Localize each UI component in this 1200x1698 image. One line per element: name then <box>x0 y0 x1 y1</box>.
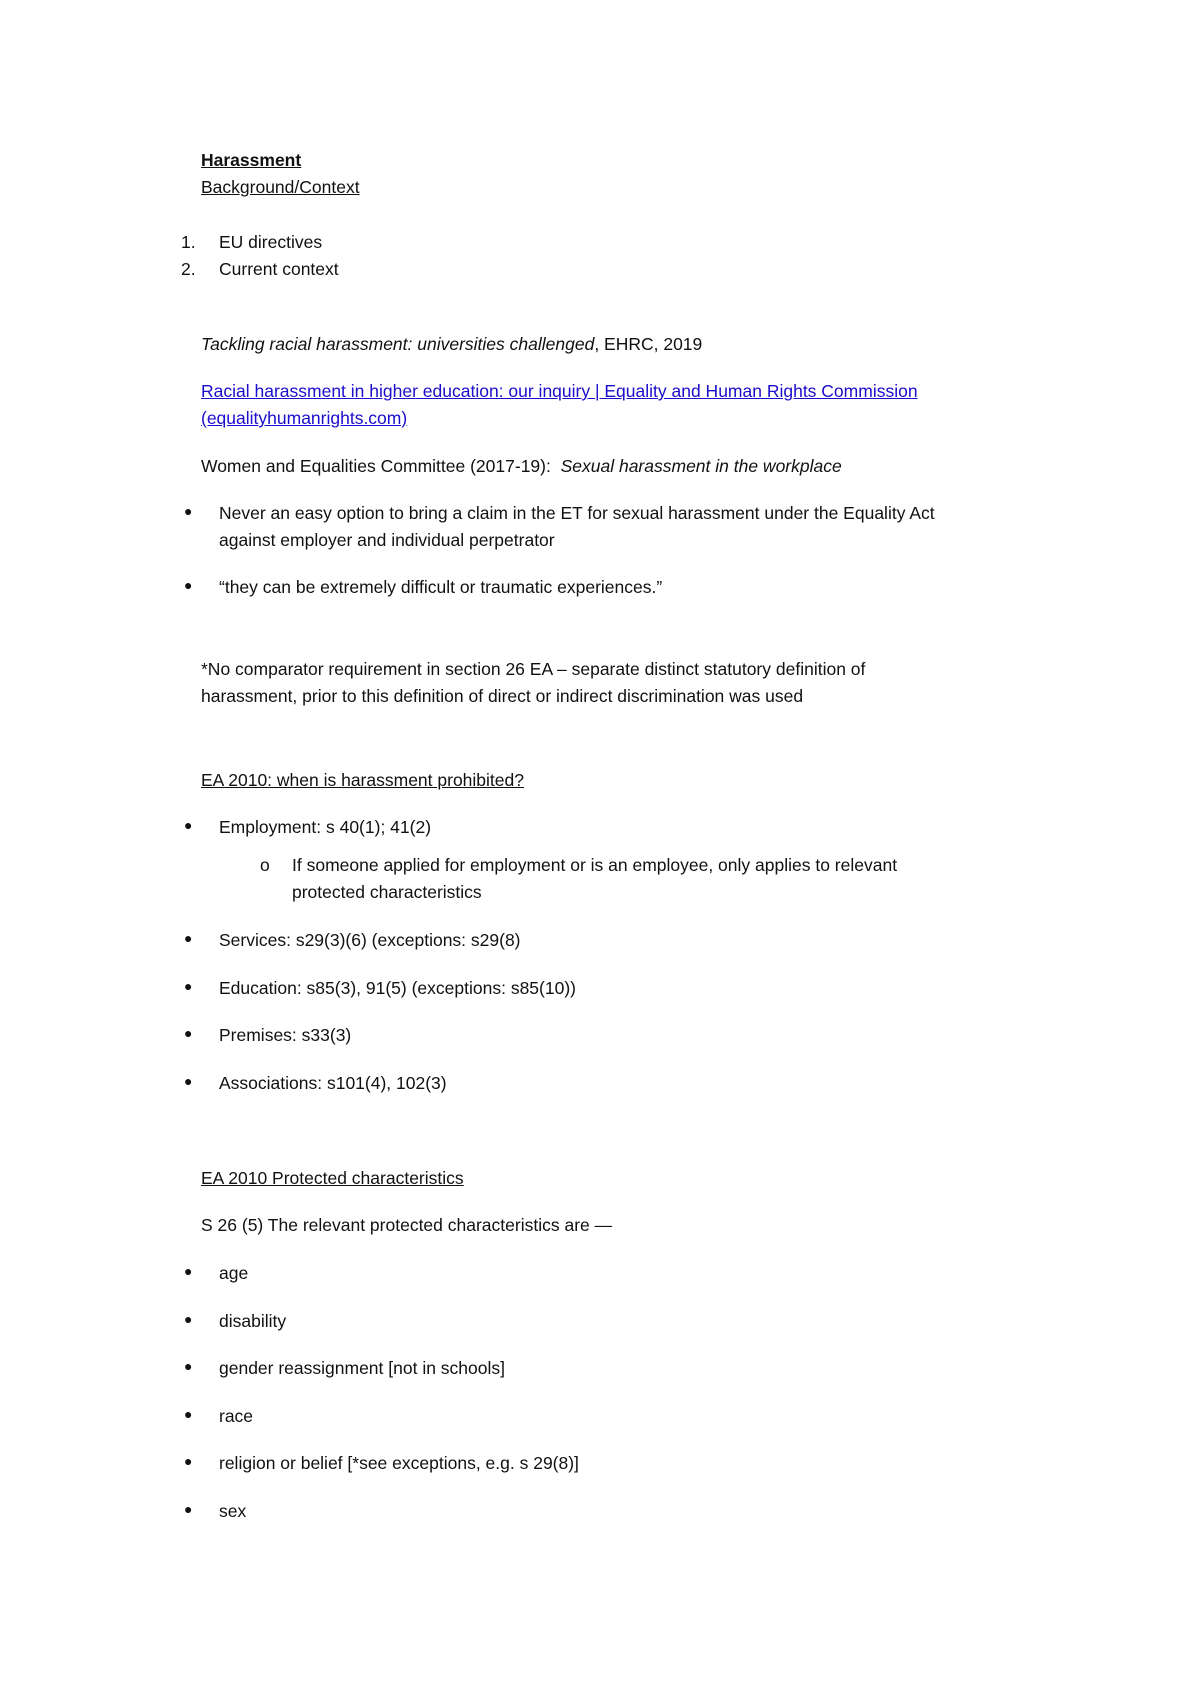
list-number: 1. <box>181 232 196 252</box>
list-item: religion or belief [*see exceptions, e.g. s 29(8)] <box>219 1453 579 1473</box>
bullet-icon: ● <box>184 1311 193 1327</box>
bullet-icon: ● <box>184 1263 193 1279</box>
list-item-continuation: against employer and individual perpetrator <box>219 530 555 550</box>
reference-prefix: Women and Equalities Committee (2017-19): <box>201 456 551 476</box>
list-item: sex <box>219 1501 247 1521</box>
sub-list-item-continuation: protected characteristics <box>292 882 482 902</box>
list-item: Education: s85(3), 91(5) (exceptions: s85(10)) <box>219 978 576 998</box>
list-item: “they can be extremely difficult or traumatic experiences.” <box>219 577 663 597</box>
list-item: Never an easy option to bring a claim in the ET for sexual harassment under the Equality Act <box>219 503 935 523</box>
note-line: *No comparator requirement in section 26 EA – separate distinct statutory definition of <box>201 659 866 679</box>
list-number: 2. <box>181 259 196 279</box>
bullet-icon: ● <box>184 1501 193 1517</box>
reference-title: Tackling racial harassment: universities challenged <box>201 334 595 354</box>
bullet-icon: ● <box>184 1073 193 1089</box>
section-intro: S 26 (5) The relevant protected characteristics are — <box>201 1215 613 1235</box>
reference-ehrc <box>201 334 702 355</box>
sub-bullet-icon: o <box>260 855 270 875</box>
list-item: gender reassignment [not in schools] <box>219 1358 505 1378</box>
list-item: Associations: s101(4), 102(3) <box>219 1073 447 1093</box>
bullet-icon: ● <box>184 817 193 833</box>
bullet-icon: ● <box>184 1453 193 1469</box>
page-subtitle: Background/Context <box>201 177 360 197</box>
bullet-icon: ● <box>184 1025 193 1041</box>
section-title: EA 2010: when is harassment prohibited? <box>201 770 524 790</box>
bullet-icon: ● <box>184 1358 193 1374</box>
list-item: Premises: s33(3) <box>219 1025 352 1045</box>
bullet-icon: ● <box>184 1406 193 1422</box>
list-item: Current context <box>219 259 339 279</box>
list-item: race <box>219 1406 254 1426</box>
section-title: EA 2010 Protected characteristics <box>201 1168 464 1188</box>
inquiry-link-domain[interactable]: (equalityhumanrights.com) <box>201 408 408 428</box>
bullet-icon: ● <box>184 930 193 946</box>
bullet-icon: ● <box>184 577 193 593</box>
list-item: age <box>219 1263 249 1283</box>
reference-suffix: , EHRC, 2019 <box>594 334 703 354</box>
inquiry-link[interactable]: Racial harassment in higher education: our inquiry | Equality and Human Rights Commission <box>201 381 918 401</box>
list-item: Employment: s 40(1); 41(2) <box>219 817 432 837</box>
bullet-icon: ● <box>184 978 193 994</box>
note-line: harassment, prior to this definition of direct or indirect discrimination was used <box>201 686 804 706</box>
list-item: disability <box>219 1311 287 1331</box>
list-item: EU directives <box>219 232 323 252</box>
list-item: Services: s29(3)(6) (exceptions: s29(8) <box>219 930 521 950</box>
bullet-icon: ● <box>184 503 193 519</box>
page-title: Harassment <box>201 150 302 170</box>
reference-title: Sexual harassment in the workplace <box>560 456 842 476</box>
reference-committee <box>201 456 842 477</box>
sub-list-item: If someone applied for employment or is an employee, only applies to relevant <box>292 855 898 875</box>
